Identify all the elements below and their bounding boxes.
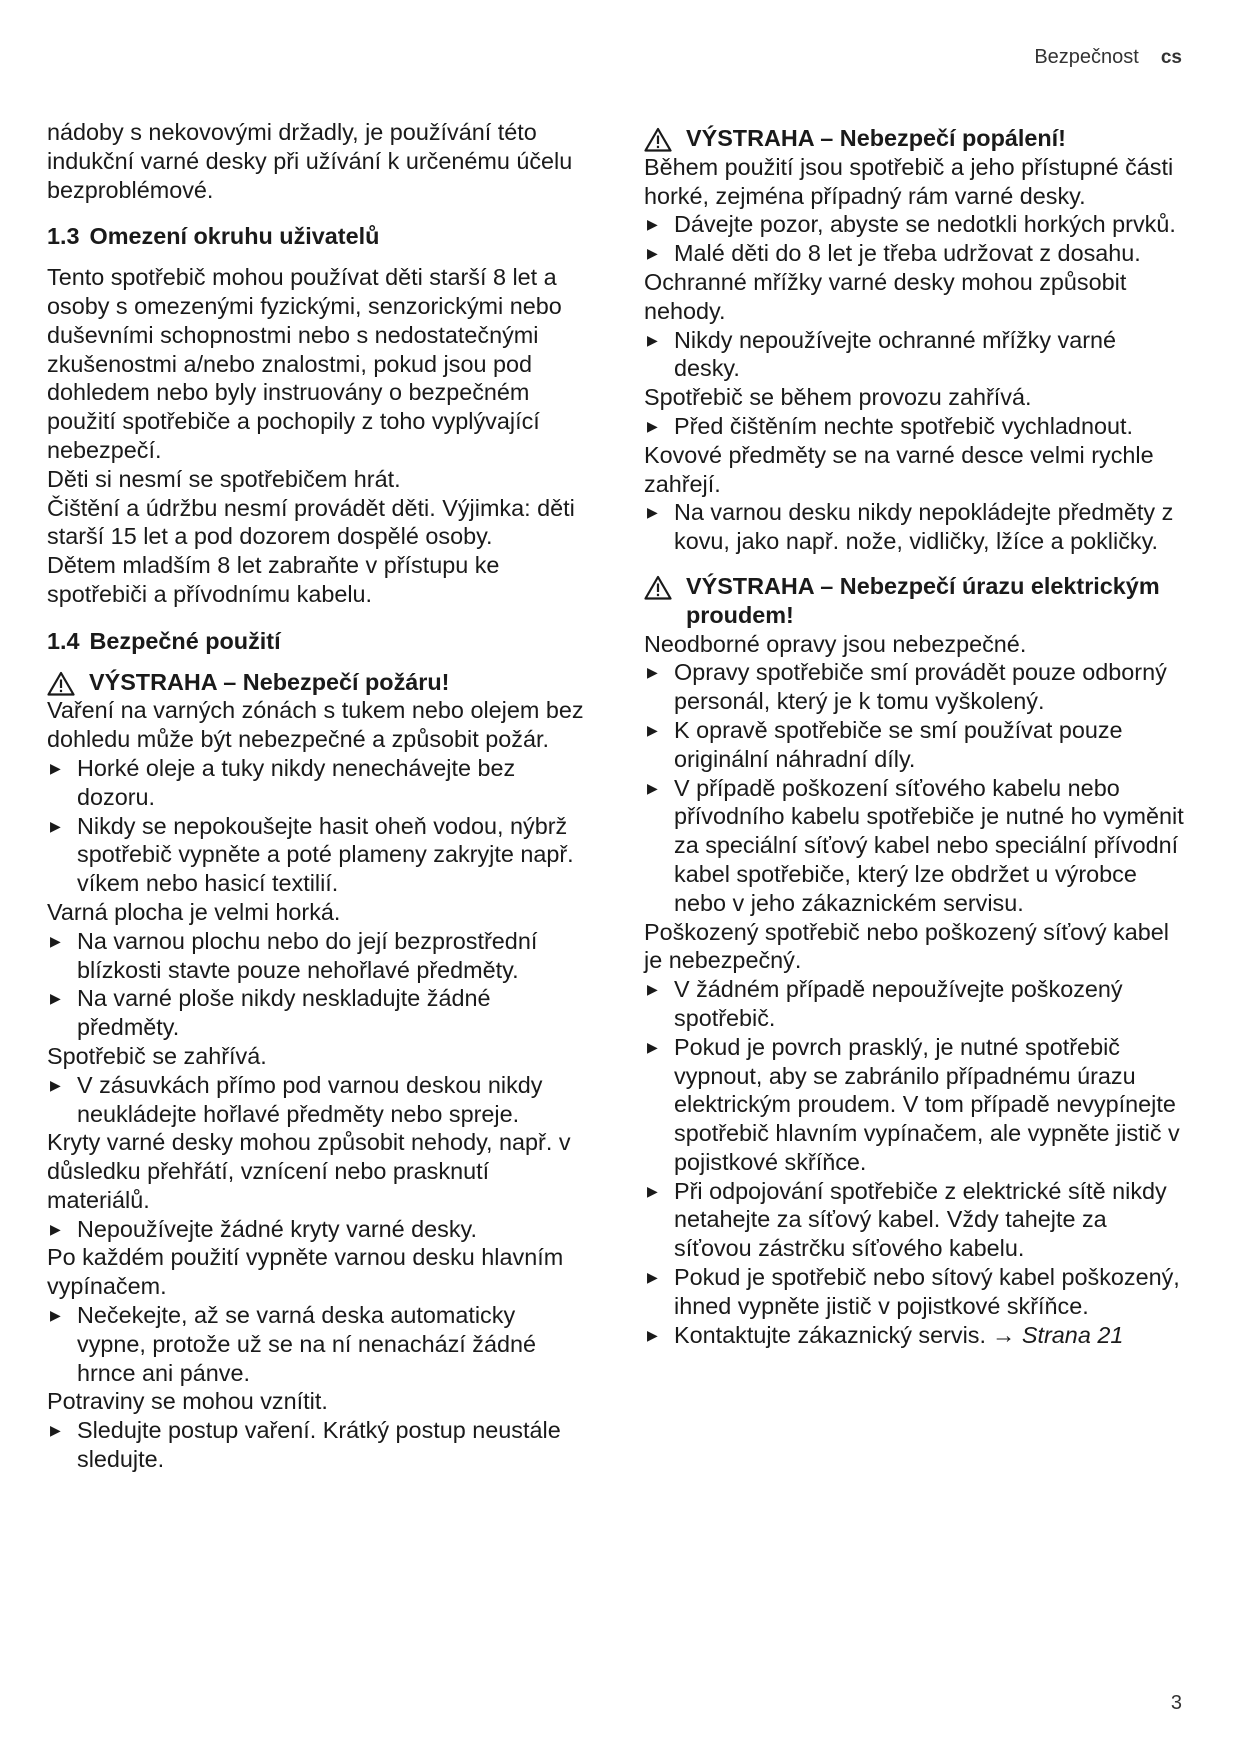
section-number: 1.4 [47, 627, 80, 654]
warning-heading-burn [644, 124, 1184, 153]
triangle-right-icon: ▶ [647, 216, 658, 233]
list-item [644, 1321, 1184, 1350]
list-item-text [674, 1321, 1184, 1350]
triangle-right-icon: ▶ [50, 759, 61, 776]
triangle-right-icon: ▶ [647, 1182, 658, 1199]
section-label: Bezpečnost [1034, 46, 1139, 68]
list-item-text: Horké oleje a tuky nikdy nenechávejte bez dozoru. [77, 754, 516, 810]
triangle-right-icon: ▶ [647, 331, 658, 348]
paragraph: Tento spotřebič mohou používat děti starší 8 let a osoby s omezenými fyzickými, senzorickými nebo duševními schopnostmi nebo s nedostatečnými zkušenostmi a/nebo znalostmi, pokud jsou pod dohledem nebo byly instruovány o bezpečném použití spotřebiče a pochopily z toho vyplývající nebezpečí. [47, 264, 562, 463]
list-item-text: V žádném případě nepoužívejte poškozený spotřebič. [674, 976, 1123, 1031]
paragraph: Dětem mladším 8 let zabraňte v přístupu ke spotřebiči a přívodnímu kabelu. [47, 552, 500, 607]
warning-heading-electric [644, 572, 1184, 630]
list-item [644, 239, 1184, 268]
warning-triangle-icon [47, 668, 77, 697]
list-item [644, 1033, 1184, 1177]
list-item [644, 1177, 1184, 1263]
language-code: cs [1160, 47, 1182, 68]
list-item [47, 1215, 585, 1244]
triangle-right-icon: ▶ [50, 990, 61, 1007]
warning-title: VÝSTRAHA – Nebezpečí úrazu elektrickým proudem! [686, 572, 1160, 628]
warning-title: VÝSTRAHA – Nebezpečí popálení! [686, 125, 1066, 151]
list-item [644, 412, 1184, 441]
triangle-right-icon: ▶ [647, 981, 658, 998]
triangle-right-icon: ▶ [50, 1076, 61, 1093]
list-item [47, 1071, 585, 1129]
triangle-right-icon: ▶ [647, 245, 658, 262]
paragraph: Vaření na varných zónách s tukem nebo olejem bez dohledu může být nebezpečné a způsobit požár. [47, 697, 584, 753]
list-item-text: Nikdy nepoužívejte ochranné mřížky varné desky. [674, 326, 1117, 382]
right-column [644, 124, 1184, 1349]
warning-heading-fire [47, 668, 585, 697]
paragraph: Čištění a údržbu nesmí provádět děti. Výjimka: děti starší 15 let a pod dozorem dospělé osoby. [47, 494, 575, 550]
list-item-text: Sledujte postup vaření. Krátký postup neustále sledujte. [77, 1417, 561, 1473]
list-item-text: Opravy spotřebiče smí provádět pouze odborný personál, který je k tomu vyškolený. [674, 659, 1167, 715]
list-item-text: K opravě spotřebiče se smí používat pouze originální náhradní díly. [674, 716, 1123, 772]
triangle-right-icon: ▶ [647, 1326, 658, 1343]
list-item [644, 1263, 1184, 1321]
list-item [47, 984, 585, 1042]
list-item [47, 754, 585, 812]
paragraph: Poškozený spotřebič nebo poškozený síťový kabel je nebezpečný. [644, 918, 1169, 974]
list-item-text: V zásuvkách přímo pod varnou deskou nikdy neukládejte hořlavé předměty nebo spreje. [77, 1071, 543, 1127]
list-item-text: Dávejte pozor, abyste se nedotkli horkých prvků. [674, 211, 1176, 238]
page-reference-link[interactable]: Strana 21 [1021, 1321, 1124, 1348]
section-heading-1-3 [47, 222, 585, 251]
list-item-text: Pokud je povrch prasklý, je nutné spotřebič vypnout, aby se zabránilo případnému úrazu elektrickým proudem. V tom případě nevypínejte spotřebič hlavním vypínačem, ale vypněte jistič v pojistkové skříňce. [674, 1033, 1180, 1175]
list-item [644, 716, 1184, 774]
list-item-text: Pokud je spotřebič nebo sítový kabel poškozený, ihned vypněte jistič v pojistkové skříňce. [674, 1264, 1180, 1319]
triangle-right-icon: ▶ [647, 779, 658, 796]
section-heading-1-4 [47, 627, 585, 656]
warning-triangle-icon [644, 124, 674, 153]
list-item-text: Na varnou desku nikdy nepokládejte předměty z kovu, jako např. nože, vidličky, lžíce a pokličky. [674, 499, 1174, 555]
intro-paragraph: nádoby s nekovovými držadly, je používání této indukční varné desky při užívání k určenému účelu bezproblémové. [47, 119, 573, 203]
paragraph: Kovové předměty se na varné desce velmi rychle zahřejí. [644, 441, 1154, 497]
warning-triangle-icon [644, 572, 674, 630]
page-header [1034, 46, 1182, 69]
list-item [644, 975, 1184, 1033]
warning-title: VÝSTRAHA – Nebezpečí požáru! [89, 668, 450, 695]
paragraph: Ochranné mřížky varné desky mohou způsobit nehody. [644, 268, 1127, 324]
list-item [644, 658, 1184, 716]
list-item [47, 927, 585, 985]
list-item [47, 1416, 585, 1474]
list-item [644, 326, 1184, 384]
triangle-right-icon: ▶ [647, 721, 658, 738]
triangle-right-icon: ▶ [50, 1307, 61, 1324]
list-item-text: Při odpojování spotřebiče z elektrické sítě nikdy netahejte za síťový kabel. Vždy tahejte za síťovou zástrčku síťového kabelu. [674, 1177, 1167, 1262]
left-column [47, 118, 585, 1474]
paragraph: Během použití jsou spotřebič a jeho přístupné části horké, zejména případný rám varné desky. [644, 153, 1174, 209]
list-item-text: V případě poškození síťového kabelu nebo přívodního kabelu spotřebiče je nutné ho vyměnit za speciální síťový kabel nebo speciální přívodní kabel spotřebiče, který lze obdržet u výrobce nebo v jeho zákaznickém servisu. [674, 774, 1184, 916]
list-item-text: Nikdy se nepokoušejte hasit oheň vodou, nýbrž spotřebič vypněte a poté plameny zakryjte např. víkem nebo hasicí textilií. [77, 812, 574, 897]
triangle-right-icon: ▶ [50, 932, 61, 949]
list-item-text: Malé děti do 8 let je třeba udržovat z dosahu. [674, 240, 1141, 267]
arrow-right-icon: → [992, 1321, 1016, 1348]
list-item [644, 210, 1184, 239]
paragraph: Kryty varné desky mohou způsobit nehody, např. v důsledku přehřátí, vznícení nebo prasknutí materiálů. [47, 1129, 571, 1213]
paragraph: Varná plocha je velmi horká. [47, 898, 341, 925]
triangle-right-icon: ▶ [647, 504, 658, 521]
section-number: 1.3 [47, 223, 80, 250]
section-title: Omezení okruhu uživatelů [89, 223, 380, 250]
list-item-text: Nepoužívejte žádné kryty varné desky. [77, 1215, 478, 1242]
list-item [47, 812, 585, 898]
paragraph: Po každém použití vypněte varnou desku hlavním vypínačem. [47, 1244, 564, 1300]
list-item-text-main: Kontaktujte zákaznický servis. [674, 1321, 987, 1348]
page-number: 3 [1170, 1692, 1182, 1714]
list-item [644, 774, 1184, 918]
triangle-right-icon: ▶ [50, 1422, 61, 1439]
triangle-right-icon: ▶ [647, 1269, 658, 1286]
paragraph: Potraviny se mohou vznítit. [47, 1388, 328, 1415]
list-item-text: Na varné ploše nikdy neskladujte žádné předměty. [77, 985, 491, 1041]
list-item-text: Před čištěním nechte spotřebič vychladnout. [674, 412, 1133, 439]
paragraph: Spotřebič se zahřívá. [47, 1042, 267, 1069]
triangle-right-icon: ▶ [647, 1038, 658, 1055]
paragraph: Děti si nesmí se spotřebičem hrát. [47, 465, 401, 492]
list-item [47, 1301, 585, 1387]
section-title: Bezpečné použití [89, 627, 281, 654]
triangle-right-icon: ▶ [50, 817, 61, 834]
list-item [644, 498, 1184, 556]
paragraph: Neodborné opravy jsou nebezpečné. [644, 630, 1027, 657]
paragraph: Spotřebič se během provozu zahřívá. [644, 384, 1032, 411]
list-item-text: Na varnou plochu nebo do její bezprostřední blízkosti stavte pouze nehořlavé předměty. [77, 927, 538, 983]
triangle-right-icon: ▶ [647, 417, 658, 434]
list-item-text: Nečekejte, až se varná deska automaticky vypne, protože už se na ní nenachází žádné hrnce ani pánve. [77, 1302, 537, 1386]
triangle-right-icon: ▶ [647, 664, 658, 681]
triangle-right-icon: ▶ [50, 1220, 61, 1237]
